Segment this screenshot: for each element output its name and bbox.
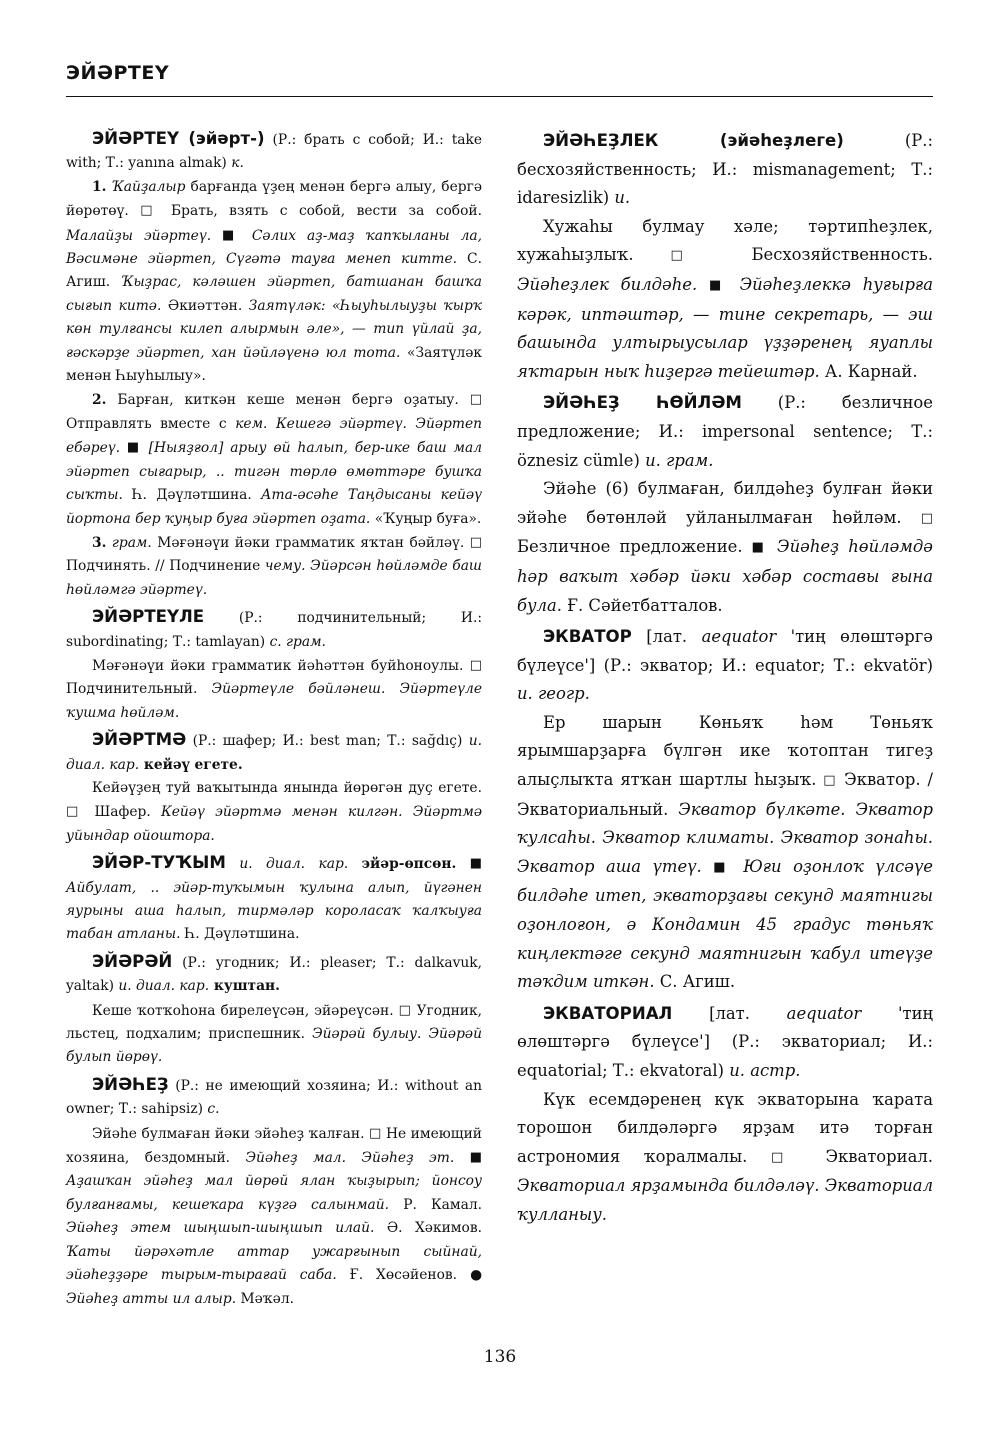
quotation: Эйәһеҙ һөйләмдә һәр ваҡыт хәбәр йәки хәбәр составы ғына була. <box>517 537 933 615</box>
quotation-author: Һ. Дәүләтшина. <box>122 487 262 504</box>
black-square-icon: ■ <box>751 540 768 556</box>
quotation-author: Ғ. Хөсәйенов. <box>336 1267 458 1284</box>
white-square-icon: □ <box>398 1002 412 1018</box>
quotation-author: Һ. Дәүләтшина. <box>180 926 300 943</box>
translations: (Р.: бесхозяйственность; И.: mismanagement; Т.: idaresizlik) <box>517 131 933 208</box>
headword: ЭЙӘҺЕҘ <box>92 1074 169 1094</box>
russian-equivalent-italic: кем. <box>235 415 268 432</box>
etymology: [лат. <box>672 1003 787 1023</box>
definition: Мәғәнәүи йәки грамматик яҡтан бәйләү. <box>151 534 470 551</box>
quotation: Айбулат, .. эйәр-туҡымын ҡулына алып, йүгәнен яурыны аша һалып, тирмәләр короласаҡ ҡалҡыуға табан атланы. <box>66 879 482 943</box>
headword: ЭЙӘР-ТУҠЫМ <box>92 853 226 873</box>
translations: (Р.: не имеющий хозяина; И.: without an owner; Т.: sahipsiz) <box>66 1077 482 1118</box>
translations: (Р.: безличное предложение; И.: impersonal sentence; Т.: öznesiz cümle) <box>517 393 933 470</box>
part-of-speech: и. <box>614 188 631 208</box>
example: Эйәһеҙлек билдәһе. <box>517 274 698 294</box>
quotation-author: «Ҡуңыр буға». <box>370 510 482 527</box>
headword: ЭЙӘҺЕҘЛЕК (эйәһеҙлеге) <box>543 131 844 150</box>
headword: ЭЙӘРТЕҮЛЕ <box>92 607 205 627</box>
quotation: Заятүләк: «Һыуһылыуҙы ҡырҡ көн тулғансы килеп алырмын әле», — тип үйлай ҙа, ғәскәрҙе эйәртеп, хан йәйләүенә юл тота. <box>66 297 483 361</box>
definition: Эйәһе булмаған йәки эйәһеҙ ҡалған. <box>92 1125 369 1142</box>
quotation-author: С. Агиш. <box>654 972 736 992</box>
part-of-speech: и. диал. кар. <box>118 978 210 995</box>
russian-equivalent-italic: чему. <box>264 558 306 575</box>
definition-paragraph <box>66 777 482 848</box>
definition: Мәғәнәүи йәки грамматик йәһәттән буйһоноулы. <box>92 657 470 674</box>
definition: Хужаһы булмау хәле; тәртипһеҙлек, хужаһыҙлыҡ. <box>517 216 933 265</box>
latin-word: aequator <box>786 1003 862 1023</box>
translations: (Р.: шафер; И.: best man; Т.: sağdıç) <box>186 733 469 750</box>
entry-eyarteu <box>66 127 482 176</box>
entry-eyarey <box>66 950 482 999</box>
quotation: Ҡаты йәрәхәтле аттар ужарғынып сыйнай, эйәһеҙҙәре тырым-тырағай саба. <box>66 1243 482 1284</box>
example: Ҡайҙалыр <box>106 178 186 195</box>
usage-label: грам. <box>106 534 152 551</box>
entry-eyahez-hoylam <box>517 389 933 475</box>
part-of-speech: с. <box>207 1101 220 1118</box>
russian-equivalent: Экваториал. <box>801 1146 933 1166</box>
entry-eyarteule <box>66 605 482 654</box>
left-column <box>66 124 482 1311</box>
sense-number: 3. <box>92 534 107 551</box>
proverb-source: Мәҡәл. <box>236 1290 294 1307</box>
black-square-icon: ■ <box>469 856 482 872</box>
entry-ekvator <box>517 623 933 709</box>
white-square-icon: □ <box>823 773 838 789</box>
definition-paragraph <box>517 1086 933 1230</box>
black-square-icon: ■ <box>126 440 142 456</box>
right-column <box>517 124 933 1230</box>
white-square-icon: □ <box>469 392 482 408</box>
russian-equivalent: Подчинительный. <box>66 681 212 698</box>
example: Эйәрсән һөйләмде баш һөйләмгә эйәртеү. <box>66 558 482 598</box>
sense-number: 2. <box>92 392 107 409</box>
example: Кешегә эйәртеү. Эйәртеп ебәреү. <box>66 415 483 457</box>
definition: Күк есемдәренең күк экваторына ҡарата торошон билдәләргә ярҙам итә торған астрономия ҡоралмалы. <box>517 1089 933 1166</box>
example: Экваториал ярҙамында билдәләү. Экваториал ҡулланыу. <box>517 1176 933 1224</box>
sense-3 <box>66 531 482 602</box>
black-square-icon: ■ <box>469 1150 482 1166</box>
cross-reference: эйәр-өпсөн. <box>361 856 457 873</box>
example: Малайҙы эйәртеү. <box>66 227 212 244</box>
headword: ЭКВАТОР <box>543 627 632 647</box>
example: Эйәртеүле бәйләнеш. Эйәртеүле ҡушма һөйләм. <box>66 681 482 721</box>
entry-ekvatorial <box>517 1000 933 1086</box>
definition: Кейәүҙең туй ваҡытында янында йөрөгән дуҫ егете. <box>92 779 482 796</box>
definition-paragraph <box>66 654 482 725</box>
quotation: Юғи оҙонлоҡ үлсәүе билдәһе итеп, экваторҙағы секунд маятнигы оҙонлоғон, ә Кондамин 45 градус төньяҡ киңлектәге секунд маятнигын ҡабул итеүҙе тәҡдим иткән. <box>517 856 933 992</box>
translations: (Р.: подчинительный; И.: subordinating; Т.: tamlayan) <box>66 610 482 650</box>
white-square-icon: □ <box>140 203 160 219</box>
white-square-icon: □ <box>369 1125 382 1141</box>
black-square-icon: ■ <box>222 227 241 243</box>
russian-equivalent: Бесхозяйственность. <box>714 245 933 265</box>
quotation: Ата-әсәһе Таңдысаны кейәү йортона бер ҡуңыр буға эйәртеп оҙата. <box>66 487 482 527</box>
quotation-author: Ә. Хәкимов. <box>374 1220 482 1237</box>
definition: Ер шарын Көньяҡ һәм Төньяҡ ярымшарҙарға бүлгән ике ҡотоптан тигеҙ алыҫлыҡта ятҡан шартлы һыҙыҡ. <box>517 712 933 790</box>
russian-equivalent: Шафер. <box>84 804 162 821</box>
white-square-icon: □ <box>469 534 482 550</box>
example: Кейәү эйәртмә менән килгән. Эйәртмә уйындар ойоштора. <box>66 804 482 844</box>
quotation-author: Ғ. Сәйетбатталов. <box>561 595 723 615</box>
quotation: [Ныяҙғол] арыу өй һалып, бер-ике баш мал эйәртеп сығарыр, .. тигән төрлө өмөттәре бушҡа сыҡты. <box>66 440 483 504</box>
part-of-speech: к. <box>231 155 244 172</box>
example: Экватор бүлкәте. Экватор ҡулсаһы. Экватор климаты. Экватор зонаһы. Экватор аша үтеү. <box>517 799 933 876</box>
headword: ЭЙӘРӘЙ <box>92 951 173 971</box>
russian-equivalent: Брать, взять с собой, вести за собой. <box>159 203 482 220</box>
sense-2 <box>66 388 482 530</box>
definition: барғанда үҙең менән бергә алыу, бергә йөрөтөү. <box>66 178 482 220</box>
definition-paragraph <box>517 213 933 387</box>
bullet-icon: ● <box>469 1267 482 1284</box>
quotation: Сәлих аҙ-маҙ ҡапҡыланы ла, Вәсимәне эйәртеп, Сүгәтә тауға менеп китте. <box>66 227 482 268</box>
quotation: Ҡыҙрас, кәләшен эйәртеп, батшанан башҡа сығып китә. <box>66 274 482 314</box>
quotation: Эйәһеҙ этем шыңшып-шыңшып илай. <box>66 1220 375 1237</box>
definition-paragraph <box>517 475 933 620</box>
part-of-speech: и. диал. кар. <box>66 733 482 773</box>
definition: Барған, киткән кеше менән бергә оҙатыу. <box>106 392 470 409</box>
quotation-author: С. Агиш. <box>66 251 482 291</box>
russian-equivalent: Подчинять. // Подчинение <box>66 558 265 575</box>
entry-eyahezlek <box>517 127 933 213</box>
sense-number: 1. <box>92 178 107 195</box>
part-of-speech: и. астр. <box>729 1061 801 1080</box>
white-square-icon: □ <box>920 510 933 526</box>
definition-paragraph <box>66 1122 482 1311</box>
entry-eyar-tukym <box>66 851 482 947</box>
russian-equivalent: Отправлять вместе с <box>66 415 236 432</box>
entry-eyahez <box>66 1073 482 1122</box>
definition: Кеше ҡотҡоһона бирелеүсән, эйәреүсән. <box>92 1002 399 1019</box>
quotation-author: «Заятүләк менән Һыуһылыу». <box>66 344 482 385</box>
page-number: 136 <box>483 1347 517 1367</box>
definition-paragraph <box>66 999 482 1070</box>
white-square-icon: □ <box>771 1149 802 1165</box>
part-of-speech: и. геогр. <box>517 684 590 704</box>
definition-paragraph <box>517 709 933 997</box>
white-square-icon: □ <box>469 657 482 673</box>
translations: (Р.: брать с собой; И.: take with; Т.: yanına almak) <box>66 132 482 172</box>
russian-equivalent: Угодник, льстец, подхалим; приспешник. <box>66 1002 482 1043</box>
example: Эйәһеҙ мал. Эйәһеҙ эт. <box>245 1150 455 1167</box>
quotation-author: Әкиәттән. <box>161 297 249 314</box>
black-square-icon: ■ <box>709 277 728 293</box>
quotation-author: Р. Камал. <box>389 1196 482 1213</box>
part-of-speech: с. грам. <box>269 633 326 650</box>
quotation: Эйәһеҙлеккә һуғырға кәрәк, иптәштәр, — тине секретарь, — эш башында ултырыусылар үҙҙәренең яуаплы яҡтарын ныҡ һиҙергә тейештәр. <box>517 274 933 381</box>
headword: ЭЙӘҺЕҘ ҺӨЙЛӘМ <box>543 393 742 413</box>
quotation: Аҙашҡан эйәһеҙ мал йөрөй ялан ҡыҙырып; йонсоу булғанғамы, кешеҡара күҙгә салынмай. <box>66 1173 482 1213</box>
etymology: [лат. <box>631 627 702 647</box>
entry-eyartma <box>66 728 482 777</box>
translations: 'тиң өлөштәргә бүлеүсе'] (Р.: экваториал; И.: equatorial; Т.: ekvatoral) <box>517 1003 934 1080</box>
russian-equivalent: Безличное предложение. <box>517 537 752 557</box>
quotation-author: А. Карнай. <box>819 361 918 381</box>
part-of-speech: и. диал. кар. <box>225 856 362 873</box>
part-of-speech: и. грам. <box>645 450 714 470</box>
black-square-icon: ■ <box>713 859 732 875</box>
cross-reference: кейәү егете. <box>139 756 243 773</box>
white-square-icon: □ <box>670 248 715 264</box>
example: Эйәрәй булыу. Эйәрәй булып йөрөү. <box>66 1026 482 1066</box>
definition: Эйәһе (6) булмаған, билдәһеҙ булған йәки эйәһе бөтөнләй уйланылмаған һөйләм. <box>517 479 933 527</box>
proverb: Эйәһеҙ атты ил алыр. <box>66 1290 237 1307</box>
header-rule <box>66 96 933 97</box>
sense-1 <box>66 176 482 389</box>
translations: 'тиң өлөштәргә бүлеүсе'] (Р.: экватор; И.: equator; Т.: ekvatör) <box>517 627 933 675</box>
translations: (Р.: угодник; И.: pleaser; Т.: dalkavuk, yaltak) <box>66 954 482 995</box>
russian-equivalent: Экватор. / Экваториальный. <box>517 770 933 819</box>
russian-equivalent: Не имеющий хозяина, бездомный. <box>66 1125 482 1167</box>
headword: ЭЙӘРТЕҮ (эйәрт-) <box>92 129 265 148</box>
running-head: ЭЙӘРТЕҮ <box>66 62 170 84</box>
cross-reference: куштан. <box>209 978 280 995</box>
headword: ЭКВАТОРИАЛ <box>543 1003 673 1023</box>
headword: ЭЙӘРТМӘ <box>92 730 187 750</box>
white-square-icon: □ <box>66 804 85 820</box>
latin-word: aequator <box>701 627 777 647</box>
